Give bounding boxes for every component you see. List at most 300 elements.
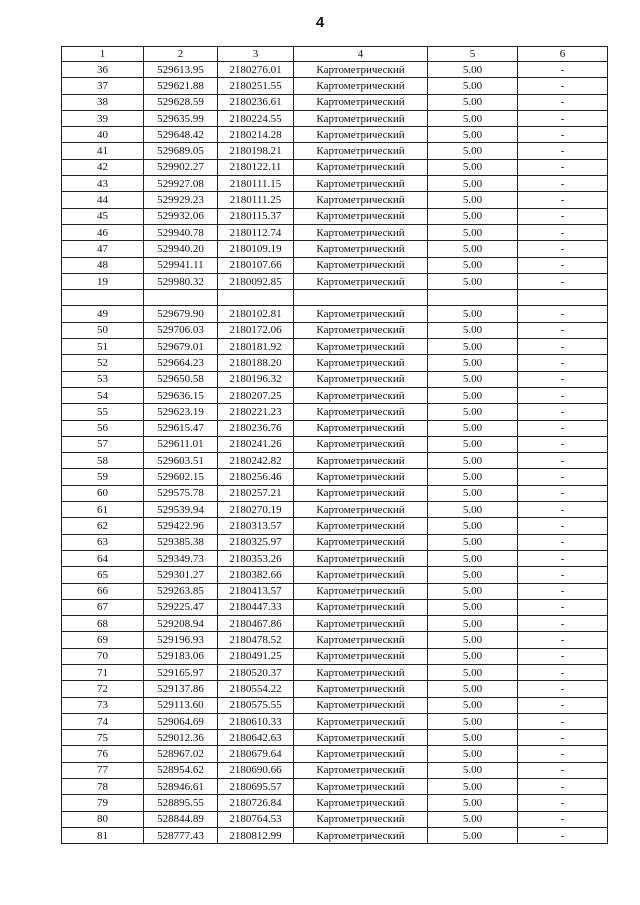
x-coordinate-cell: 528967.02 xyxy=(144,746,218,762)
x-coordinate-cell: 529064.69 xyxy=(144,713,218,729)
description-cell: - xyxy=(518,241,608,257)
table-row xyxy=(62,355,608,371)
y-coordinate-cell: 2180276.01 xyxy=(218,62,294,78)
description-cell: - xyxy=(518,534,608,550)
method-cell: Картометрический xyxy=(294,779,428,795)
y-coordinate-cell: 2180242.82 xyxy=(218,453,294,469)
description-cell: - xyxy=(518,371,608,387)
description-cell: - xyxy=(518,567,608,583)
table-row xyxy=(62,779,608,795)
accuracy-cell: 5.00 xyxy=(428,257,518,273)
table-row xyxy=(62,224,608,240)
description-cell: - xyxy=(518,550,608,566)
table-row xyxy=(62,159,608,175)
description-cell: - xyxy=(518,453,608,469)
x-coordinate-cell: 529940.20 xyxy=(144,241,218,257)
description-cell: - xyxy=(518,355,608,371)
column-header-2: 2 xyxy=(144,47,218,62)
method-cell: Картометрический xyxy=(294,469,428,485)
accuracy-cell: 5.00 xyxy=(428,502,518,518)
x-coordinate-cell: 529422.96 xyxy=(144,518,218,534)
method-cell: Картометрический xyxy=(294,550,428,566)
x-coordinate-cell: 528777.43 xyxy=(144,827,218,843)
point-number-cell: 66 xyxy=(62,583,144,599)
method-cell: Картометрический xyxy=(294,192,428,208)
method-cell: Картометрический xyxy=(294,159,428,175)
point-number-cell: 45 xyxy=(62,208,144,224)
x-coordinate-cell: 528946.61 xyxy=(144,779,218,795)
x-coordinate-cell: 529689.05 xyxy=(144,143,218,159)
description-cell: - xyxy=(518,730,608,746)
method-cell: Картометрический xyxy=(294,583,428,599)
x-coordinate-cell: 529208.94 xyxy=(144,616,218,632)
accuracy-cell: 5.00 xyxy=(428,730,518,746)
y-coordinate-cell: 2180313.57 xyxy=(218,518,294,534)
accuracy-cell: 5.00 xyxy=(428,746,518,762)
x-coordinate-cell: 529679.90 xyxy=(144,306,218,322)
point-number-cell: 63 xyxy=(62,534,144,550)
y-coordinate-cell: 2180115.37 xyxy=(218,208,294,224)
description-cell: - xyxy=(518,795,608,811)
method-cell: Картометрический xyxy=(294,827,428,843)
method-cell: Картометрический xyxy=(294,224,428,240)
point-number-cell: 47 xyxy=(62,241,144,257)
x-coordinate-cell: 529927.08 xyxy=(144,176,218,192)
x-coordinate-cell: 529611.01 xyxy=(144,436,218,452)
accuracy-cell: 5.00 xyxy=(428,795,518,811)
page-number: 4 xyxy=(315,14,325,31)
y-coordinate-cell: 2180256.46 xyxy=(218,469,294,485)
x-coordinate-cell: 529183.06 xyxy=(144,648,218,664)
point-number-cell: 79 xyxy=(62,795,144,811)
y-coordinate-cell: 2180181.92 xyxy=(218,339,294,355)
accuracy-cell: 5.00 xyxy=(428,110,518,126)
table-row xyxy=(62,534,608,550)
x-coordinate-cell: 529628.59 xyxy=(144,94,218,110)
table-row xyxy=(62,746,608,762)
point-number-cell: 61 xyxy=(62,502,144,518)
table-header-row xyxy=(62,47,608,62)
table-row xyxy=(62,143,608,159)
point-number-cell: 64 xyxy=(62,550,144,566)
y-coordinate-cell: 2180111.15 xyxy=(218,176,294,192)
x-coordinate-cell xyxy=(144,290,218,306)
method-cell: Картометрический xyxy=(294,208,428,224)
table-row xyxy=(62,827,608,843)
point-number-cell: 41 xyxy=(62,143,144,159)
method-cell: Картометрический xyxy=(294,241,428,257)
accuracy-cell: 5.00 xyxy=(428,224,518,240)
method-cell: Картометрический xyxy=(294,273,428,289)
point-number-cell: 49 xyxy=(62,306,144,322)
accuracy-cell: 5.00 xyxy=(428,664,518,680)
description-cell: - xyxy=(518,224,608,240)
y-coordinate-cell: 2180092.85 xyxy=(218,273,294,289)
accuracy-cell: 5.00 xyxy=(428,159,518,175)
accuracy-cell: 5.00 xyxy=(428,371,518,387)
table-row xyxy=(62,127,608,143)
description-cell: - xyxy=(518,616,608,632)
accuracy-cell: 5.00 xyxy=(428,387,518,403)
accuracy-cell: 5.00 xyxy=(428,404,518,420)
table-row xyxy=(62,176,608,192)
point-number-cell: 48 xyxy=(62,257,144,273)
description-cell: - xyxy=(518,110,608,126)
point-number-cell: 74 xyxy=(62,713,144,729)
accuracy-cell: 5.00 xyxy=(428,453,518,469)
y-coordinate-cell: 2180353.26 xyxy=(218,550,294,566)
description-cell: - xyxy=(518,208,608,224)
point-number-cell: 56 xyxy=(62,420,144,436)
point-number-cell: 46 xyxy=(62,224,144,240)
description-cell: - xyxy=(518,420,608,436)
point-number-cell: 43 xyxy=(62,176,144,192)
point-number-cell xyxy=(62,290,144,306)
x-coordinate-cell: 529980.32 xyxy=(144,273,218,289)
y-coordinate-cell: 2180325.97 xyxy=(218,534,294,550)
point-number-cell: 50 xyxy=(62,322,144,338)
accuracy-cell: 5.00 xyxy=(428,681,518,697)
method-cell: Картометрический xyxy=(294,453,428,469)
method-cell: Картометрический xyxy=(294,795,428,811)
method-cell: Картометрический xyxy=(294,762,428,778)
accuracy-cell: 5.00 xyxy=(428,436,518,452)
table-row xyxy=(62,208,608,224)
x-coordinate-cell: 529902.27 xyxy=(144,159,218,175)
y-coordinate-cell: 2180207.25 xyxy=(218,387,294,403)
description-cell: - xyxy=(518,681,608,697)
description-cell: - xyxy=(518,436,608,452)
point-number-cell: 39 xyxy=(62,110,144,126)
method-cell: Картометрический xyxy=(294,518,428,534)
x-coordinate-cell: 528954.62 xyxy=(144,762,218,778)
y-coordinate-cell: 2180575.55 xyxy=(218,697,294,713)
method-cell: Картометрический xyxy=(294,78,428,94)
table-row xyxy=(62,192,608,208)
method-cell: Картометрический xyxy=(294,404,428,420)
accuracy-cell: 5.00 xyxy=(428,827,518,843)
x-coordinate-cell: 529113.60 xyxy=(144,697,218,713)
table-row xyxy=(62,762,608,778)
accuracy-cell: 5.00 xyxy=(428,534,518,550)
y-coordinate-cell: 2180111.25 xyxy=(218,192,294,208)
description-cell: - xyxy=(518,811,608,827)
point-number-cell: 65 xyxy=(62,567,144,583)
table-row xyxy=(62,404,608,420)
accuracy-cell: 5.00 xyxy=(428,648,518,664)
accuracy-cell: 5.00 xyxy=(428,339,518,355)
y-coordinate-cell: 2180610.33 xyxy=(218,713,294,729)
point-number-cell: 42 xyxy=(62,159,144,175)
accuracy-cell: 5.00 xyxy=(428,78,518,94)
description-cell: - xyxy=(518,176,608,192)
point-number-cell: 51 xyxy=(62,339,144,355)
y-coordinate-cell: 2180520.37 xyxy=(218,664,294,680)
method-cell: Картометрический xyxy=(294,713,428,729)
y-coordinate-cell: 2180109.19 xyxy=(218,241,294,257)
y-coordinate-cell: 2180196.32 xyxy=(218,371,294,387)
description-cell: - xyxy=(518,94,608,110)
x-coordinate-cell: 529225.47 xyxy=(144,599,218,615)
y-coordinate-cell: 2180270.19 xyxy=(218,502,294,518)
y-coordinate-cell: 2180478.52 xyxy=(218,632,294,648)
table-row xyxy=(62,811,608,827)
description-cell: - xyxy=(518,469,608,485)
y-coordinate-cell: 2180812.99 xyxy=(218,827,294,843)
accuracy-cell: 5.00 xyxy=(428,469,518,485)
column-header-1: 1 xyxy=(62,47,144,62)
method-cell: Картометрический xyxy=(294,339,428,355)
method-cell: Картометрический xyxy=(294,420,428,436)
table-row xyxy=(62,681,608,697)
accuracy-cell xyxy=(428,290,518,306)
method-cell: Картометрический xyxy=(294,534,428,550)
accuracy-cell: 5.00 xyxy=(428,485,518,501)
point-number-cell: 80 xyxy=(62,811,144,827)
table-row xyxy=(62,306,608,322)
x-coordinate-cell: 529650.58 xyxy=(144,371,218,387)
y-coordinate-cell: 2180122.11 xyxy=(218,159,294,175)
point-number-cell: 81 xyxy=(62,827,144,843)
table-row xyxy=(62,567,608,583)
description-cell: - xyxy=(518,78,608,94)
table-row xyxy=(62,273,608,289)
y-coordinate-cell: 2180172.06 xyxy=(218,322,294,338)
point-number-cell: 70 xyxy=(62,648,144,664)
table-row xyxy=(62,371,608,387)
y-coordinate-cell: 2180112.74 xyxy=(218,224,294,240)
accuracy-cell: 5.00 xyxy=(428,62,518,78)
x-coordinate-cell: 529648.42 xyxy=(144,127,218,143)
method-cell: Картометрический xyxy=(294,127,428,143)
x-coordinate-cell: 529615.47 xyxy=(144,420,218,436)
description-cell: - xyxy=(518,762,608,778)
y-coordinate-cell: 2180236.61 xyxy=(218,94,294,110)
description-cell: - xyxy=(518,485,608,501)
x-coordinate-cell: 529602.15 xyxy=(144,469,218,485)
point-number-cell: 19 xyxy=(62,273,144,289)
accuracy-cell: 5.00 xyxy=(428,127,518,143)
method-cell: Картометрический xyxy=(294,371,428,387)
method-cell: Картометрический xyxy=(294,648,428,664)
table-row xyxy=(62,322,608,338)
y-coordinate-cell: 2180679.64 xyxy=(218,746,294,762)
column-header-3: 3 xyxy=(218,47,294,62)
point-number-cell: 36 xyxy=(62,62,144,78)
accuracy-cell: 5.00 xyxy=(428,599,518,615)
accuracy-cell: 5.00 xyxy=(428,518,518,534)
table-row xyxy=(62,730,608,746)
method-cell: Картометрический xyxy=(294,730,428,746)
y-coordinate-cell: 2180214.28 xyxy=(218,127,294,143)
method-cell: Картометрический xyxy=(294,664,428,680)
y-coordinate-cell: 2180642.63 xyxy=(218,730,294,746)
x-coordinate-cell: 528895.55 xyxy=(144,795,218,811)
x-coordinate-cell: 529603.51 xyxy=(144,453,218,469)
accuracy-cell: 5.00 xyxy=(428,273,518,289)
method-cell: Картометрический xyxy=(294,257,428,273)
accuracy-cell: 5.00 xyxy=(428,322,518,338)
accuracy-cell: 5.00 xyxy=(428,583,518,599)
table-row xyxy=(62,518,608,534)
method-cell: Картометрический xyxy=(294,681,428,697)
point-number-cell: 37 xyxy=(62,78,144,94)
point-number-cell: 76 xyxy=(62,746,144,762)
table-row xyxy=(62,110,608,126)
description-cell: - xyxy=(518,518,608,534)
x-coordinate-cell: 529263.85 xyxy=(144,583,218,599)
x-coordinate-cell: 529940.78 xyxy=(144,224,218,240)
point-number-cell: 60 xyxy=(62,485,144,501)
method-cell: Картометрический xyxy=(294,746,428,762)
accuracy-cell: 5.00 xyxy=(428,306,518,322)
description-cell: - xyxy=(518,779,608,795)
point-number-cell: 54 xyxy=(62,387,144,403)
x-coordinate-cell: 529664.23 xyxy=(144,355,218,371)
table-row xyxy=(62,550,608,566)
x-coordinate-cell: 529349.73 xyxy=(144,550,218,566)
x-coordinate-cell: 529196.93 xyxy=(144,632,218,648)
column-header-4: 4 xyxy=(294,47,428,62)
x-coordinate-cell: 529635.99 xyxy=(144,110,218,126)
description-cell: - xyxy=(518,339,608,355)
accuracy-cell: 5.00 xyxy=(428,616,518,632)
table-row xyxy=(62,387,608,403)
description-cell: - xyxy=(518,697,608,713)
description-cell: - xyxy=(518,632,608,648)
description-cell: - xyxy=(518,387,608,403)
table-row xyxy=(62,583,608,599)
x-coordinate-cell: 529636.15 xyxy=(144,387,218,403)
point-number-cell: 38 xyxy=(62,94,144,110)
accuracy-cell: 5.00 xyxy=(428,192,518,208)
description-cell: - xyxy=(518,713,608,729)
accuracy-cell: 5.00 xyxy=(428,94,518,110)
description-cell: - xyxy=(518,273,608,289)
description-cell: - xyxy=(518,159,608,175)
method-cell: Картометрический xyxy=(294,387,428,403)
accuracy-cell: 5.00 xyxy=(428,208,518,224)
table-row xyxy=(62,78,608,94)
description-cell: - xyxy=(518,192,608,208)
y-coordinate-cell: 2180491.25 xyxy=(218,648,294,664)
method-cell: Картометрический xyxy=(294,616,428,632)
y-coordinate-cell xyxy=(218,290,294,306)
y-coordinate-cell: 2180690.66 xyxy=(218,762,294,778)
table-body xyxy=(62,47,608,844)
point-number-cell: 59 xyxy=(62,469,144,485)
y-coordinate-cell: 2180467.86 xyxy=(218,616,294,632)
point-number-cell: 44 xyxy=(62,192,144,208)
method-cell: Картометрический xyxy=(294,94,428,110)
description-cell: - xyxy=(518,664,608,680)
point-number-cell: 40 xyxy=(62,127,144,143)
table-row xyxy=(62,420,608,436)
table-row xyxy=(62,94,608,110)
point-number-cell: 75 xyxy=(62,730,144,746)
table-row xyxy=(62,599,608,615)
method-cell: Картометрический xyxy=(294,811,428,827)
x-coordinate-cell: 529012.36 xyxy=(144,730,218,746)
y-coordinate-cell: 2180554.22 xyxy=(218,681,294,697)
description-cell: - xyxy=(518,502,608,518)
method-cell: Картометрический xyxy=(294,436,428,452)
accuracy-cell: 5.00 xyxy=(428,567,518,583)
x-coordinate-cell: 529679.01 xyxy=(144,339,218,355)
method-cell: Картометрический xyxy=(294,697,428,713)
column-header-5: 5 xyxy=(428,47,518,62)
description-cell: - xyxy=(518,648,608,664)
table-row xyxy=(62,632,608,648)
description-cell: - xyxy=(518,257,608,273)
x-coordinate-cell: 529613.95 xyxy=(144,62,218,78)
point-number-cell: 72 xyxy=(62,681,144,697)
description-cell: - xyxy=(518,127,608,143)
point-number-cell: 77 xyxy=(62,762,144,778)
accuracy-cell: 5.00 xyxy=(428,241,518,257)
description-cell: - xyxy=(518,404,608,420)
table-row xyxy=(62,713,608,729)
point-number-cell: 57 xyxy=(62,436,144,452)
table-row xyxy=(62,616,608,632)
description-cell: - xyxy=(518,143,608,159)
column-header-6: 6 xyxy=(518,47,608,62)
point-number-cell: 52 xyxy=(62,355,144,371)
description-cell: - xyxy=(518,583,608,599)
accuracy-cell: 5.00 xyxy=(428,143,518,159)
method-cell: Картометрический xyxy=(294,62,428,78)
point-number-cell: 71 xyxy=(62,664,144,680)
description-cell xyxy=(518,290,608,306)
accuracy-cell: 5.00 xyxy=(428,632,518,648)
accuracy-cell: 5.00 xyxy=(428,779,518,795)
table-row xyxy=(62,339,608,355)
x-coordinate-cell: 529623.19 xyxy=(144,404,218,420)
x-coordinate-cell: 529539.94 xyxy=(144,502,218,518)
table-row xyxy=(62,469,608,485)
y-coordinate-cell: 2180188.20 xyxy=(218,355,294,371)
method-cell: Картометрический xyxy=(294,599,428,615)
y-coordinate-cell: 2180764.53 xyxy=(218,811,294,827)
y-coordinate-cell: 2180102.81 xyxy=(218,306,294,322)
y-coordinate-cell: 2180413.57 xyxy=(218,583,294,599)
y-coordinate-cell: 2180382.66 xyxy=(218,567,294,583)
x-coordinate-cell: 529301.27 xyxy=(144,567,218,583)
x-coordinate-cell: 529706.03 xyxy=(144,322,218,338)
point-number-cell: 73 xyxy=(62,697,144,713)
method-cell: Картометрический xyxy=(294,306,428,322)
table-row xyxy=(62,241,608,257)
table-row xyxy=(62,648,608,664)
point-number-cell: 68 xyxy=(62,616,144,632)
y-coordinate-cell: 2180695.57 xyxy=(218,779,294,795)
method-cell: Картометрический xyxy=(294,176,428,192)
method-cell: Картометрический xyxy=(294,567,428,583)
y-coordinate-cell: 2180107.66 xyxy=(218,257,294,273)
method-cell xyxy=(294,290,428,306)
point-number-cell: 69 xyxy=(62,632,144,648)
description-cell: - xyxy=(518,322,608,338)
method-cell: Картометрический xyxy=(294,632,428,648)
table-row xyxy=(62,62,608,78)
y-coordinate-cell: 2180447.33 xyxy=(218,599,294,615)
description-cell: - xyxy=(518,599,608,615)
table-row xyxy=(62,257,608,273)
table-row xyxy=(62,502,608,518)
accuracy-cell: 5.00 xyxy=(428,697,518,713)
x-coordinate-cell: 529929.23 xyxy=(144,192,218,208)
table-row xyxy=(62,664,608,680)
